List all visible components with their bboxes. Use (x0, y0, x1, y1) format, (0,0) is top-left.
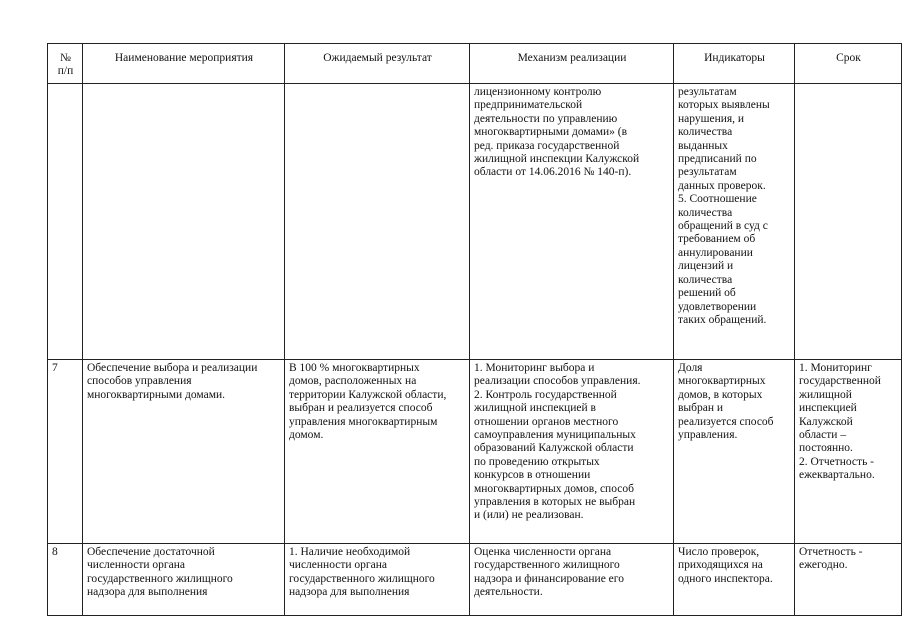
cell-num: 7 (48, 360, 83, 544)
cell-term: Отчетность - ежегодно. (795, 544, 902, 616)
cell-num: 8 (48, 544, 83, 616)
header-num: № п/п (48, 44, 83, 84)
cell-indicators: результатам которых выявлены нарушения, и количества выданных предписаний по результатам данных проверок. 5. Соотношение количества обращений в суд с требованием об аннулировании лицензий и количества решений об удовлетворении таких обращений. (674, 84, 795, 360)
cell-term (795, 84, 902, 360)
table-row (48, 360, 902, 544)
cell-num (48, 84, 83, 360)
header-result: Ожидаемый результат (285, 44, 470, 84)
cell-name: Обеспечение выбора и реализации способов управления многоквартирными домами. (83, 360, 285, 544)
cell-result: В 100 % многоквартирных домов, расположенных на территории Калужской области, выбран и реализуется способ управления многоквартирным домом. (285, 360, 470, 544)
cell-mechanism: 1. Мониторинг выбора и реализации способов управления. 2. Контроль государственной жилищной инспекцией в отношении органов местного самоуправления муниципальных образований Калужской области по проведению открытых конкурсов в отношении многоквартирных домов, способ управления в которых не выбран и (или) не реализован. (470, 360, 674, 544)
table-row (48, 544, 902, 616)
header-indicators: Индикаторы (674, 44, 795, 84)
cell-name: Обеспечение достаточной численности органа государственного жилищного надзора для выполнения (83, 544, 285, 616)
header-name: Наименование мероприятия (83, 44, 285, 84)
cell-name (83, 84, 285, 360)
measures-table (47, 43, 902, 616)
header-mechanism: Механизм реализации (470, 44, 674, 84)
header-term: Срок (795, 44, 902, 84)
cell-indicators: Доля многоквартирных домов, в которых выбран и реализуется способ управления. (674, 360, 795, 544)
cell-result: 1. Наличие необходимой численности органа государственного жилищного надзора для выполнения (285, 544, 470, 616)
cell-mechanism: Оценка численности органа государственного жилищного надзора и финансирование его деятельности. (470, 544, 674, 616)
cell-term: 1. Мониторинг государственной жилищной инспекцией Калужской области – постоянно. 2. Отчетность - ежеквартально. (795, 360, 902, 544)
cell-result (285, 84, 470, 360)
cell-mechanism: лицензионному контролю предпринимательской деятельности по управлению многоквартирными домами» (в ред. приказа государственной жилищной инспекции Калужской области от 14.06.2016 № 140-п). (470, 84, 674, 360)
cell-indicators: Число проверок, приходящихся на одного инспектора. (674, 544, 795, 616)
table-row (48, 84, 902, 360)
table-header-row (48, 44, 902, 84)
